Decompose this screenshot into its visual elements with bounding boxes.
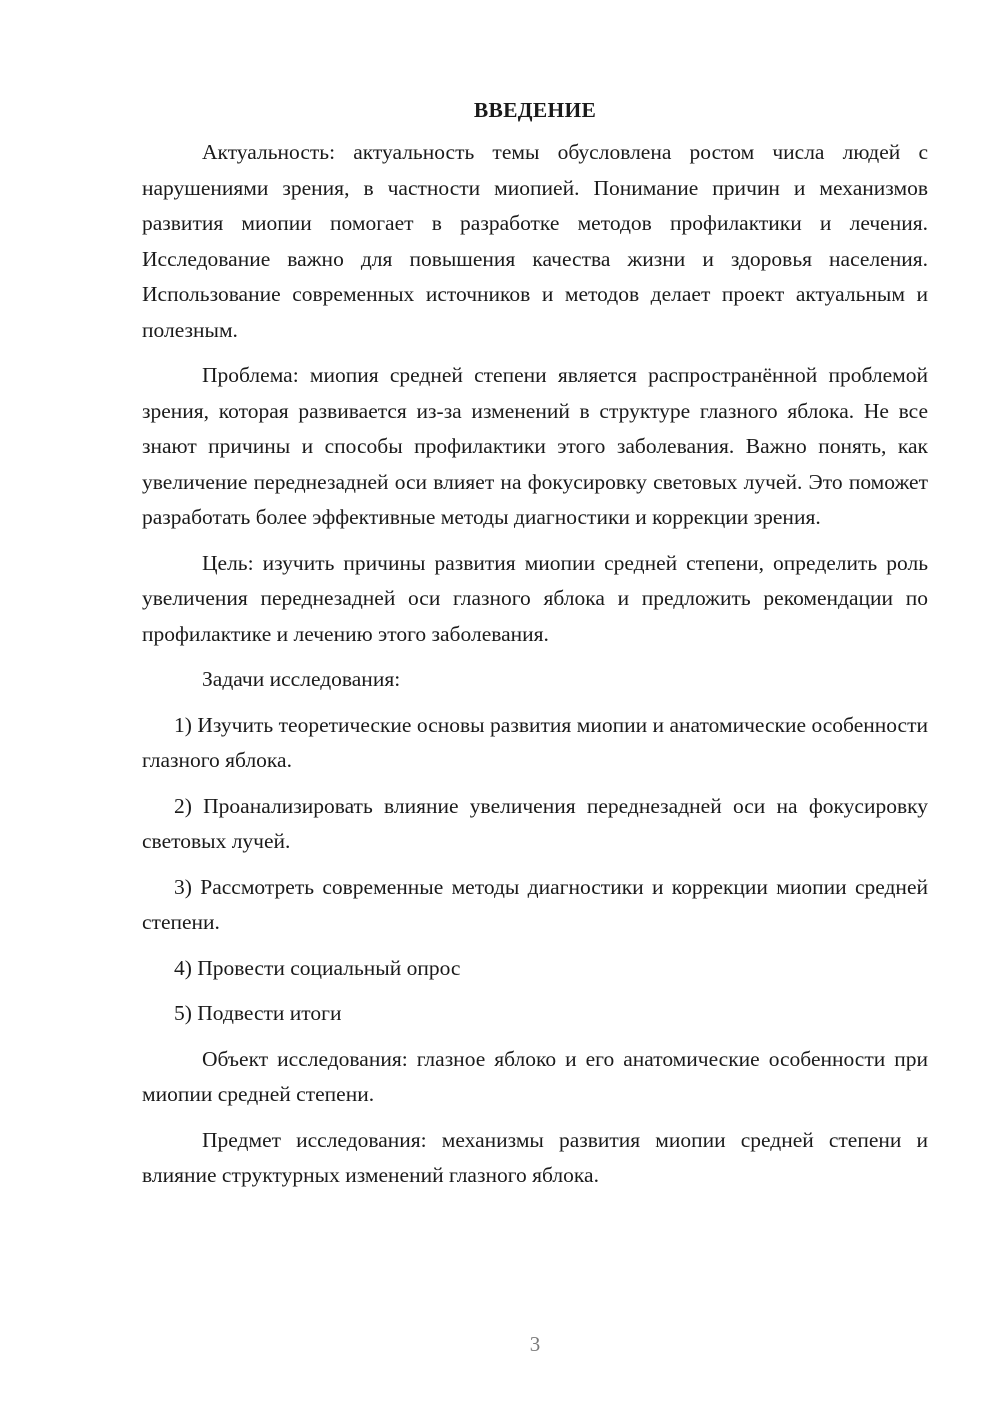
problem-paragraph: Проблема: миопия средней степени является распространённой проблемой зрения, которая развивается из-за изменений в структуре глазного яблока. Не все знают причины и способы профилактики этого заболевания. Важно понять, как увеличение переднезадней оси влияет на фокусировку световых лучей. Это поможет разработать более эффективные методы диагностики и коррекции зрения. [142, 363, 928, 529]
tasks-list [142, 708, 928, 1032]
page-number: 3 [529, 1332, 541, 1356]
document-page [142, 95, 928, 1204]
task-item-3: 3) Рассмотреть современные методы диагностики и коррекции миопии средней степени. [142, 874, 928, 934]
relevance-paragraph: Актуальность: актуальность темы обусловлена ростом числа людей с нарушениями зрения, в частности миопией. Понимание причин и механизмов развития миопии помогает в разработке методов профилактики и лечения. Исследование важно для повышения качества жизни и здоровья населения. Использование современных источников и методов делает проект актуальным и полезным. [142, 140, 928, 342]
task-item-4: 4) Провести социальный опрос [174, 955, 461, 980]
section-heading: ВВЕДЕНИЕ [473, 98, 597, 122]
goal-paragraph: Цель: изучить причины развития миопии средней степени, определить роль увеличения переднезадней оси глазного яблока и предложить рекомендации по профилактике и лечению этого заболевания. [142, 550, 928, 646]
task-item-1: 1) Изучить теоретические основы развития миопии и анатомические особенности глазного яблока. [142, 712, 928, 772]
tasks-title: Задачи исследования: [202, 667, 401, 691]
task-item-5: 5) Подвести итоги [174, 1001, 342, 1025]
task-item-2: 2) Проанализировать влияние увеличения переднезадней оси на фокусировку световых лучей. [142, 793, 928, 853]
object-paragraph: Объект исследования: глазное яблоко и его анатомические особенности при миопии средней степени. [142, 1046, 928, 1106]
subject-paragraph: Предмет исследования: механизмы развития миопии средней степени и влияние структурных изменений глазного яблока. [142, 1127, 928, 1187]
